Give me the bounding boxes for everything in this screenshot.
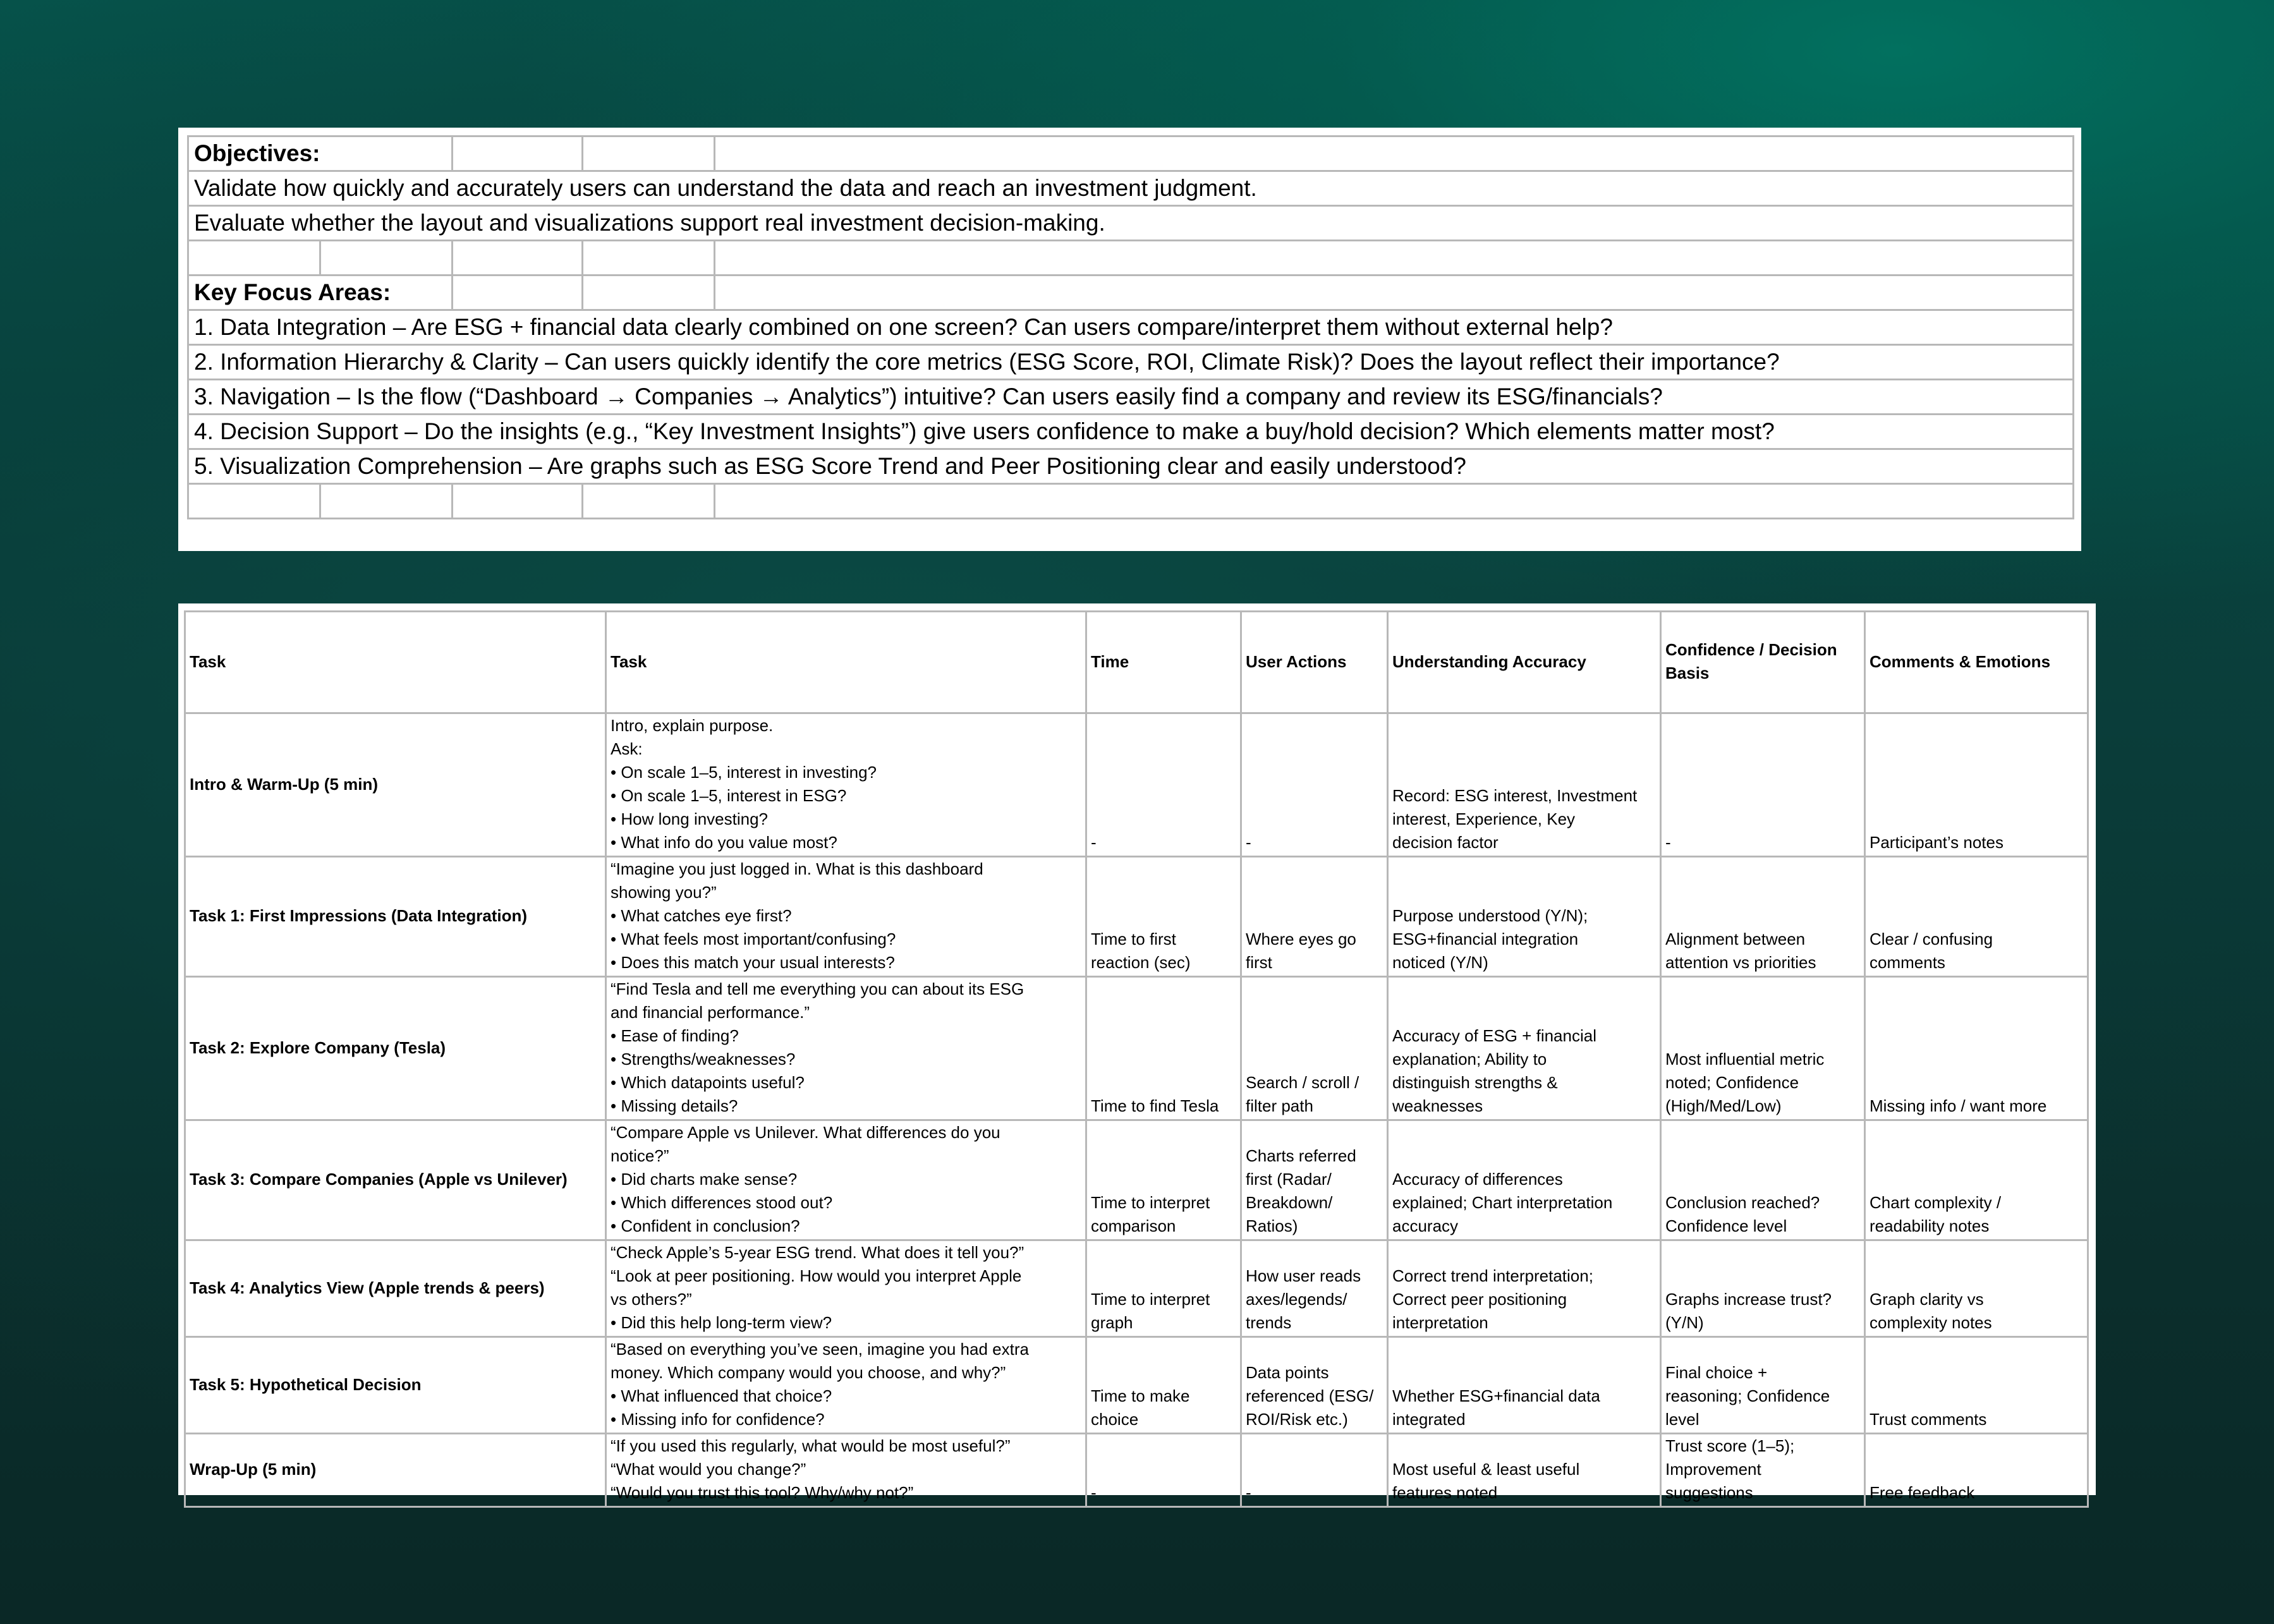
cell-confidence-basis: Graphs increase trust? (Y/N) [1661,1240,1865,1337]
cell-task-name: Task 2: Explore Company (Tesla) [185,977,606,1120]
table-row [185,857,2088,977]
empty-row [188,241,2074,276]
focus-area-item-text: 2. Information Hierarchy & Clarity – Can users quickly identify the core metrics (ESG Score, ROI, Climate Risk)? Does the layout reflect their importance? [188,345,2074,380]
objectives-table [187,135,2074,519]
cell-task-name: Wrap-Up (5 min) [185,1434,606,1507]
objective-item-text: Validate how quickly and accurately users can understand the data and reach an investment judgment. [188,171,2074,206]
cell-task-name: Task 4: Analytics View (Apple trends & peers) [185,1240,606,1337]
cell-task-name: Task 5: Hypothetical Decision [185,1337,606,1434]
column-header-understanding-accuracy: Understanding Accuracy [1388,612,1661,713]
objectives-panel [178,128,2081,551]
cell-task-prompt: “Imagine you just logged in. What is this dashboard showing you?” • What catches eye first? • What feels most important/confusing? • Does this match your usual interests? [606,857,1086,977]
focus-area-item [188,449,2074,484]
cell-task-prompt: “Check Apple’s 5-year ESG trend. What does it tell you?” “Look at peer positioning. How would you interpret Apple vs others?” • Did this help long-term view? [606,1240,1086,1337]
cell-time: Time to first reaction (sec) [1086,857,1241,977]
objective-item [188,171,2074,206]
cell-confidence-basis: - [1661,713,1865,857]
empty-cell [583,241,715,276]
test-tasks-table [184,610,2089,1508]
test-tasks-panel [178,603,2096,1502]
cell-understanding-accuracy: Most useful & least useful features noted [1388,1434,1661,1507]
cell-time: - [1086,1434,1241,1507]
cell-confidence-basis: Final choice + reasoning; Confidence level [1661,1337,1865,1434]
objective-item [188,206,2074,241]
cell-understanding-accuracy: Whether ESG+financial data integrated [1388,1337,1661,1434]
empty-cell [453,241,583,276]
key-focus-heading [188,276,2074,310]
cell-comments-emotions: Missing info / want more [1865,977,2088,1120]
empty-cell [715,241,2074,276]
empty-cell [715,136,2074,171]
table-header-row [185,612,2088,713]
table-row [185,1120,2088,1240]
focus-area-item-text: 4. Decision Support – Do the insights (e.g., “Key Investment Insights”) give users confidence to make a buy/hold decision? Which elements matter most? [188,415,2074,449]
cell-task-name: Task 1: First Impressions (Data Integration) [185,857,606,977]
cell-comments-emotions: Participant’s notes [1865,713,2088,857]
focus-area-item-text: 3. Navigation – Is the flow (“Dashboard → Companies → Analytics”) intuitive? Can users easily find a company and review its ESG/financials? [188,380,2074,415]
cell-confidence-basis: Most influential metric noted; Confidence (High/Med/Low) [1661,977,1865,1120]
empty-cell [715,484,2074,519]
empty-cell [583,484,715,519]
focus-area-item [188,345,2074,380]
table-row [185,713,2088,857]
column-header-task-name: Task [185,612,606,713]
cell-time: Time to interpret comparison [1086,1120,1241,1240]
cell-user-actions: - [1241,713,1388,857]
column-header-user-actions: User Actions [1241,612,1388,713]
cell-understanding-accuracy: Record: ESG interest, Investment interest, Experience, Key decision factor [1388,713,1661,857]
cell-comments-emotions: Trust comments [1865,1337,2088,1434]
empty-cell [453,136,583,171]
cell-time: Time to find Tesla [1086,977,1241,1120]
cell-task-prompt: “Find Tesla and tell me everything you can about its ESG and financial performance.” • Ease of finding? • Strengths/weaknesses? • Which datapoints useful? • Missing details? [606,977,1086,1120]
cell-understanding-accuracy: Correct trend interpretation; Correct peer positioning interpretation [1388,1240,1661,1337]
cell-task-name: Task 3: Compare Companies (Apple vs Unilever) [185,1120,606,1240]
cell-task-prompt: “Based on everything you’ve seen, imagine you had extra money. Which company would you choose, and why?” • What influenced that choice? • Missing info for confidence? [606,1337,1086,1434]
empty-cell [583,136,715,171]
cell-user-actions: Charts referred first (Radar/ Breakdown/ Ratios) [1241,1120,1388,1240]
empty-cell [320,484,453,519]
cell-comments-emotions: Clear / confusing comments [1865,857,2088,977]
cell-user-actions: How user reads axes/legends/ trends [1241,1240,1388,1337]
objective-item-text: Evaluate whether the layout and visualizations support real investment decision-making. [188,206,2074,241]
cell-task-prompt: “Compare Apple vs Unilever. What differences do you notice?” • Did charts make sense? • Which differences stood out? • Confident in conclusion? [606,1120,1086,1240]
cell-understanding-accuracy: Accuracy of ESG + financial explanation; Ability to distinguish strengths & weaknesses [1388,977,1661,1120]
table-row [185,1337,2088,1434]
cell-user-actions: Search / scroll / filter path [1241,977,1388,1120]
empty-cell [583,276,715,310]
cell-comments-emotions: Free feedback [1865,1434,2088,1507]
empty-cell [453,276,583,310]
cell-task-prompt: “If you used this regularly, what would be most useful?” “What would you change?” “Would you trust this tool? Why/why not?” [606,1434,1086,1507]
cell-comments-emotions: Graph clarity vs complexity notes [1865,1240,2088,1337]
cell-understanding-accuracy: Purpose understood (Y/N); ESG+financial integration noticed (Y/N) [1388,857,1661,977]
table-row [185,977,2088,1120]
empty-row [188,484,2074,519]
cell-user-actions: Where eyes go first [1241,857,1388,977]
cell-time: - [1086,713,1241,857]
key-focus-heading-label: Key Focus Areas: [188,276,453,310]
column-header-time: Time [1086,612,1241,713]
focus-area-item [188,310,2074,345]
cell-comments-emotions: Chart complexity / readability notes [1865,1120,2088,1240]
focus-area-item-text: 1. Data Integration – Are ESG + financial data clearly combined on one screen? Can users compare/interpret them without external help? [188,310,2074,345]
table-row [185,1434,2088,1507]
objectives-heading [188,136,2074,171]
column-header-confidence-basis: Confidence / Decision Basis [1661,612,1865,713]
cell-confidence-basis: Trust score (1–5); Improvement suggestions [1661,1434,1865,1507]
cell-time: Time to interpret graph [1086,1240,1241,1337]
cell-understanding-accuracy: Accuracy of differences explained; Chart interpretation accuracy [1388,1120,1661,1240]
empty-cell [320,241,453,276]
objectives-heading-label: Objectives: [188,136,453,171]
empty-cell [715,276,2074,310]
empty-cell [188,241,320,276]
cell-task-prompt: Intro, explain purpose. Ask: • On scale 1–5, interest in investing? • On scale 1–5, interest in ESG? • How long investing? • What info do you value most? [606,713,1086,857]
empty-cell [453,484,583,519]
cell-confidence-basis: Alignment between attention vs priorities [1661,857,1865,977]
cell-time: Time to make choice [1086,1337,1241,1434]
column-header-task-prompt: Task [606,612,1086,713]
cell-user-actions: - [1241,1434,1388,1507]
focus-area-item-text: 5. Visualization Comprehension – Are graphs such as ESG Score Trend and Peer Positioning clear and easily understood? [188,449,2074,484]
focus-area-item [188,380,2074,415]
table-row [185,1240,2088,1337]
column-header-comments-emotions: Comments & Emotions [1865,612,2088,713]
focus-area-item [188,415,2074,449]
cell-task-name: Intro & Warm-Up (5 min) [185,713,606,857]
cell-user-actions: Data points referenced (ESG/ ROI/Risk etc.) [1241,1337,1388,1434]
empty-cell [188,484,320,519]
cell-confidence-basis: Conclusion reached? Confidence level [1661,1120,1865,1240]
